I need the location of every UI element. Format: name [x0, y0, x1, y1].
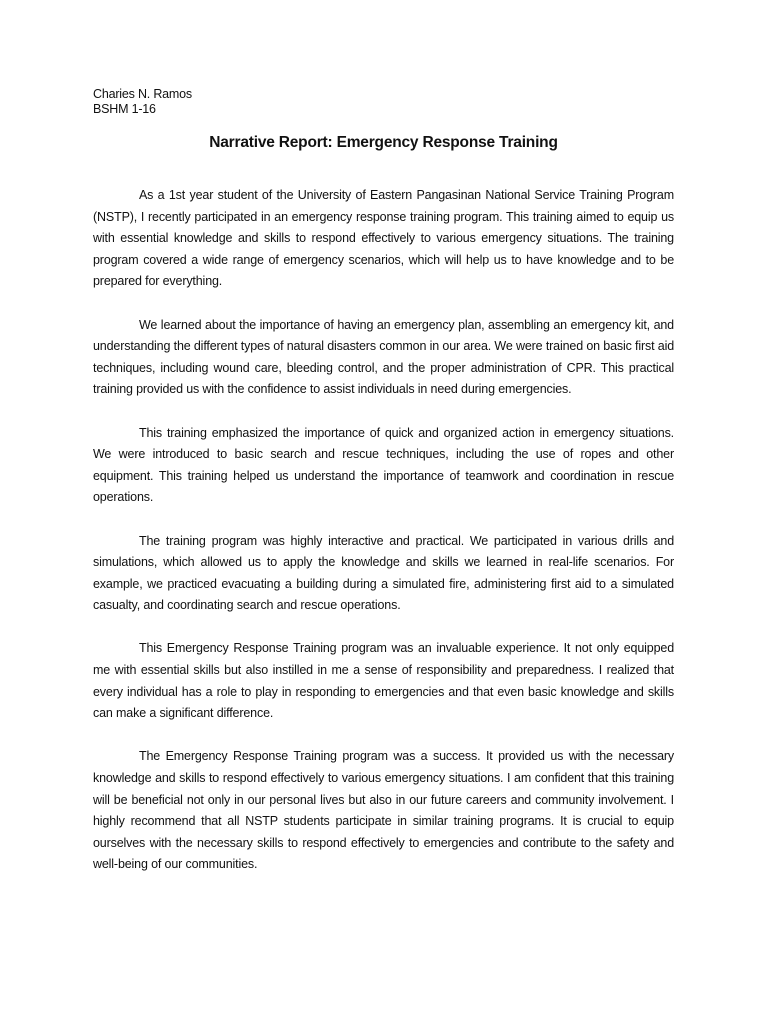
paragraph-search-rescue: This training emphasized the importance of quick and organized action in emergency situations. We were introduced to basic search and rescue techniques, including the use of ropes and other equipment. This training helped us understand the importance of teamwork and coordination in rescue operations.	[93, 425, 674, 505]
paragraph-drills: The training program was highly interactive and practical. We participated in various drills and simulations, which allowed us to apply the knowledge and skills we learned in real-life scenarios. For example, we practiced evacuating a building during a simulated fire, administering first aid to a simulated casualty, and coordinating search and rescue operations.	[93, 533, 674, 613]
author-name: Charies N. Ramos	[93, 87, 192, 101]
document-title: Narrative Report: Emergency Response Training	[209, 134, 558, 151]
author-section: BSHM 1-16	[93, 101, 156, 116]
document-body	[93, 185, 674, 898]
paragraph-reflection: This Emergency Response Training program was an invaluable experience. It not only equipped me with essential skills but also instilled in me a sense of responsibility and preparedness. I realized that every individual has a role to play in responding to emergencies and that even basic knowledge and skills can make a significant difference.	[93, 641, 674, 721]
author-block	[93, 87, 192, 116]
paragraph-intro: As a 1st year student of the University of Eastern Pangasinan National Service Training Program (NSTP), I recently participated in an emergency response training program. This training aimed to equip us with essential knowledge and skills to respond effectively to various emergency situations. The training program covered a wide range of emergency scenarios, which will help us to have knowledge and to be prepared for everything.	[93, 188, 674, 289]
paragraph-conclusion: The Emergency Response Training program was a success. It provided us with the necessary knowledge and skills to respond effectively to various emergency situations. I am confident that this training will be beneficial not only in our personal lives but also in our future careers and community involvement. I highly recommend that all NSTP students participate in similar training programs. It is crucial to equip ourselves with the necessary skills to respond effectively to emergencies and contribute to the safety and well-being of our communities.	[93, 749, 674, 872]
paragraph-first-aid: We learned about the importance of having an emergency plan, assembling an emergency kit, and understanding the different types of natural disasters common in our area. We were trained on basic first aid techniques, including wound care, bleeding control, and the proper administration of CPR. This practical training provided us with the confidence to assist individuals in need during emergencies.	[93, 317, 674, 397]
